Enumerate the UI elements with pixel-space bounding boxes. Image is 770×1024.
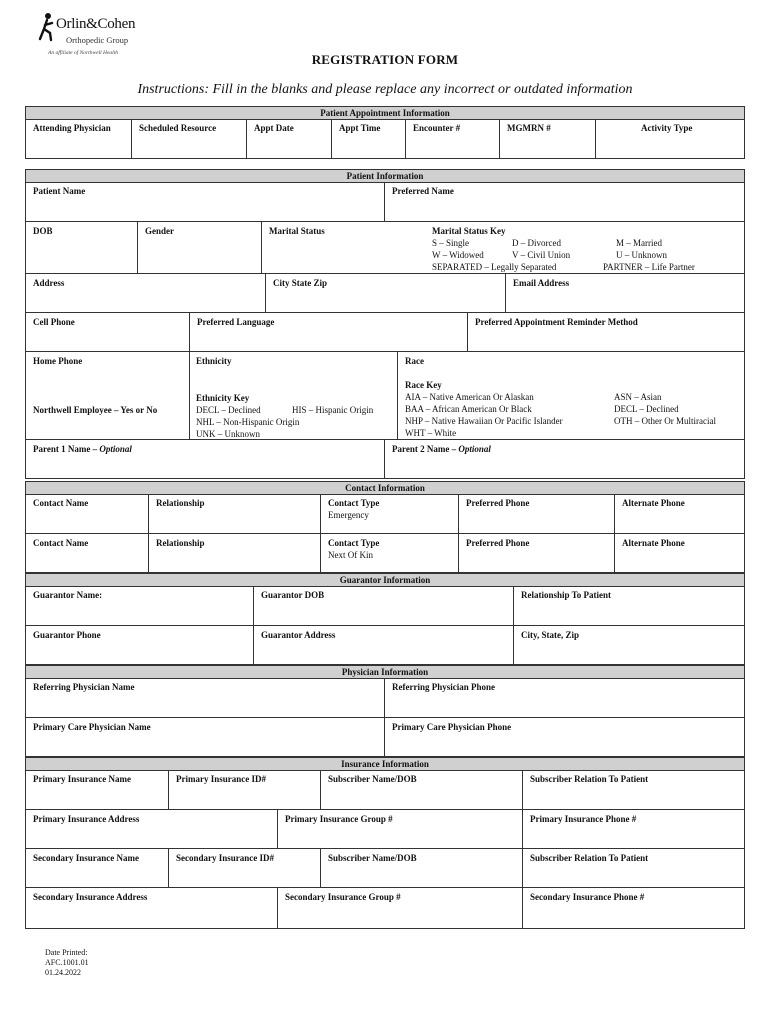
contact2-name-field[interactable]: Contact Name [26, 534, 149, 573]
contact-header: Contact Information [26, 482, 744, 495]
secondary-insurance-id-field[interactable]: Secondary Insurance ID# [169, 849, 321, 888]
race-key: Race Key AIA – Native American Or Alaskan ASN – Asian BAA – African American Or Black DECL – Declined NHP – Native Hawaiian Or Pacific Islander OTH – Other Or Multiracial WHT – White [405, 380, 716, 438]
insurance-header: Insurance Information [26, 758, 744, 771]
guarantor-relationship-field[interactable]: Relationship To Patient [514, 586, 744, 626]
pcp-phone-field[interactable]: Primary Care Physician Phone [392, 722, 512, 732]
contact1-relationship-field[interactable]: Relationship [149, 494, 321, 534]
primary-subscriber-relation-field[interactable]: Subscriber Relation To Patient [523, 770, 744, 810]
secondary-subscriber-relation-field[interactable]: Subscriber Relation To Patient [523, 849, 744, 888]
primary-insurance-name-field[interactable]: Primary Insurance Name [26, 770, 169, 810]
physician-header: Physician Information [26, 666, 744, 679]
date-printed-label: Date Printed: [45, 948, 88, 957]
guarantor-city-state-zip-field[interactable]: City, State, Zip [521, 630, 580, 640]
preferred-name-field[interactable]: Preferred Name [385, 182, 744, 222]
guarantor-phone-field[interactable]: Guarantor Phone [26, 626, 254, 665]
email-field[interactable]: Email Address [506, 274, 744, 313]
appointment-header: Patient Appointment Information [26, 107, 744, 120]
marital-status-field[interactable]: Marital Status Marital Status Key S – Single D – Divorced M – Married W – Widowed V – Civil Union U – Unknown SEPARATED – Legally Separated PARTNER – Life Partner [262, 222, 744, 274]
secondary-insurance-phone-field[interactable]: Secondary Insurance Phone # [530, 892, 645, 902]
primary-insurance-group-field[interactable]: Primary Insurance Group # [278, 810, 523, 849]
marital-status-key: Marital Status Key S – Single D – Divorced M – Married W – Widowed V – Civil Union U – Unknown SEPARATED – Legally Separated PARTNER – Life Partner [432, 226, 695, 272]
gender-field[interactable]: Gender [138, 222, 262, 274]
patient-section [25, 169, 745, 479]
contact1-preferred-phone-field[interactable]: Preferred Phone [459, 494, 615, 534]
form-footer [45, 948, 89, 978]
contact-section [25, 481, 745, 573]
contact1-name-field[interactable]: Contact Name [26, 494, 149, 534]
reminder-method-field[interactable]: Preferred Appointment Reminder Method [468, 313, 744, 352]
referring-physician-phone-field[interactable]: Referring Physician Phone [385, 678, 744, 718]
contact1-type-field[interactable]: Contact Type Emergency [321, 494, 459, 534]
attending-physician-field[interactable]: Attending Physician [26, 119, 132, 159]
primary-subscriber-field[interactable]: Subscriber Name/DOB [321, 770, 523, 810]
patient-name-field[interactable]: Patient Name [26, 182, 385, 222]
ethnicity-field[interactable]: Ethnicity Ethnicity Key DECL – Declined HIS – Hispanic Origin NHL – Non-Hispanic Origin UNK – Unknown [190, 352, 398, 440]
physician-section [25, 665, 745, 757]
secondary-insurance-name-field[interactable]: Secondary Insurance Name [26, 849, 169, 888]
form-date: 01.24.2022 [45, 968, 81, 977]
logo-subtitle: Orthopedic Group [66, 35, 129, 45]
appt-time-field[interactable]: Appt Time [332, 119, 406, 159]
primary-insurance-phone-field[interactable]: Primary Insurance Phone # [523, 810, 744, 849]
guarantor-name-field[interactable]: Guarantor Name: [26, 586, 254, 626]
cell-phone-field[interactable]: Cell Phone [26, 313, 190, 352]
parent1-name-field[interactable]: Parent 1 Name – Optional [26, 440, 385, 479]
northwell-employee-label: Northwell Employee – Yes or No [33, 405, 158, 415]
form-title: REGISTRATION FORM [311, 52, 459, 67]
logo-brand: Orlin&Cohen [56, 16, 136, 32]
guarantor-address-field[interactable]: Guarantor Address [254, 626, 514, 665]
secondary-subscriber-field[interactable]: Subscriber Name/DOB [321, 849, 523, 888]
contact1-alternate-phone-field[interactable]: Alternate Phone [615, 494, 744, 534]
contact2-preferred-phone-field[interactable]: Preferred Phone [459, 534, 615, 573]
guarantor-header: Guarantor Information [26, 574, 744, 587]
ethnicity-key: Ethnicity Key DECL – Declined HIS – Hispanic Origin NHL – Non-Hispanic Origin UNK – Unknown [196, 393, 374, 439]
secondary-insurance-group-field[interactable]: Secondary Insurance Group # [278, 888, 523, 928]
scheduled-resource-field[interactable]: Scheduled Resource [132, 119, 247, 159]
guarantor-section [25, 573, 745, 665]
primary-insurance-address-field[interactable]: Primary Insurance Address [26, 810, 278, 849]
city-state-zip-field[interactable]: City State Zip [266, 274, 506, 313]
preferred-language-field[interactable]: Preferred Language [190, 313, 468, 352]
form-id: AFC.1001.01 [45, 958, 89, 967]
dob-field[interactable]: DOB [26, 222, 138, 274]
contact2-relationship-field[interactable]: Relationship [149, 534, 321, 573]
encounter-field[interactable]: Encounter # [406, 119, 500, 159]
pcp-name-field[interactable]: Primary Care Physician Name [26, 718, 385, 757]
contact2-type-field[interactable]: Contact Type Next Of Kin [321, 534, 459, 573]
secondary-insurance-address-field[interactable]: Secondary Insurance Address [26, 888, 278, 928]
form-instructions: Instructions: Fill in the blanks and please replace any incorrect or outdated information [137, 82, 633, 97]
parent2-name-field[interactable]: Parent 2 Name – Optional [392, 444, 491, 454]
activity-type-field[interactable]: Activity Type [641, 123, 693, 133]
logo-affiliation: An affiliate of Northwell Health [48, 50, 118, 56]
contact2-alternate-phone-field[interactable]: Alternate Phone [622, 538, 685, 548]
race-field[interactable]: Race Race Key AIA – Native American Or Alaskan ASN – Asian BAA – African American Or Black DECL – Declined NHP – Native Hawaiian Or Pacific Islander OTH – Other Or Multiracial WHT – White [398, 352, 744, 440]
insurance-section [25, 757, 745, 929]
referring-physician-name-field[interactable]: Referring Physician Name [26, 678, 385, 718]
mgmrn-field[interactable]: MGMRN # [500, 119, 596, 159]
guarantor-dob-field[interactable]: Guarantor DOB [254, 586, 514, 626]
runner-icon [38, 12, 58, 42]
patient-header: Patient Information [26, 170, 744, 183]
appt-date-field[interactable]: Appt Date [247, 119, 332, 159]
appointment-section [25, 106, 745, 159]
home-phone-field[interactable]: Home Phone Northwell Employee – Yes or No [26, 352, 190, 440]
primary-insurance-id-field[interactable]: Primary Insurance ID# [169, 770, 321, 810]
address-field[interactable]: Address [26, 274, 266, 313]
